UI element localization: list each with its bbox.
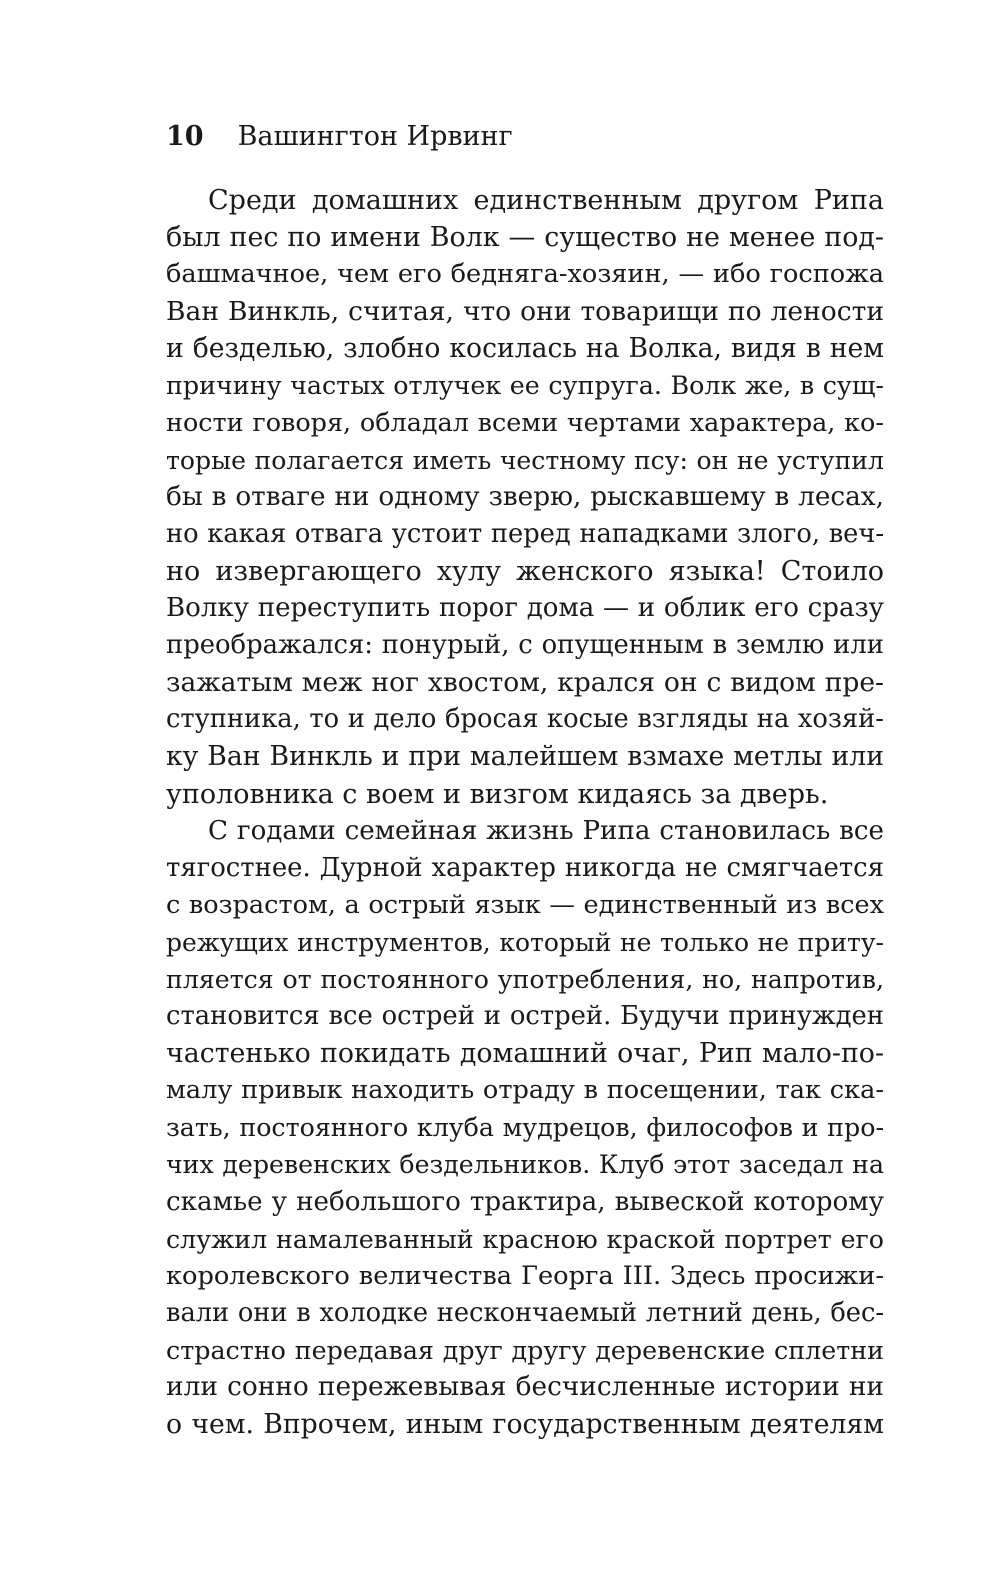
text-line: режущих инструментов, который не только не приту- [166,927,884,957]
body-text [166,182,884,1443]
text-line: с возрастом, а острый язык — единственный из всех [166,889,884,920]
text-line: ности говоря, обладал всеми чертами характера, ко- [166,407,884,438]
text-line: становится все острей и острей. Будучи принужден [166,1001,884,1032]
text-line: или сонно пережевывая бесчисленные истории ни [166,1372,884,1402]
text-line: Среди домашних единственным другом Рипа [208,185,884,216]
text-line: башмачное, чем его бедняга-хозяин, — ибо госпожа [166,259,884,290]
text-line: ступника, то и дело бросая косые взгляды на хозяй- [166,704,884,735]
paragraph-2 [166,813,884,1444]
text-line: но извергающего хулу женского языка! Стоило [166,555,884,587]
text-line: служил намалеванный красною краской портрет его [166,1224,884,1254]
text-line: королевского величества Георга III. Здесь просижи- [166,1260,884,1291]
text-line: чих деревенских бездельников. Клуб этот заседал на [166,1150,884,1180]
text-line: уполовника с воем и визгом кидаясь за дверь. [166,778,829,810]
text-line: бы в отваге ни одному зверю, рыскавшему в лесах, [166,481,884,512]
running-title: Вашингтон Ирвинг [237,121,513,152]
text-line: преображался: понурый, с опущенным в землю или [166,630,884,661]
text-line: страстно передавая друг другу деревенские сплетни [166,1334,884,1365]
text-line: зажатым меж ног хвостом, крался он с видом пре- [166,667,884,699]
text-line: скамье у небольшого трактира, вывеской которому [166,1186,884,1217]
text-line: но какая отвага устоит перед нападками злого, веч- [166,518,884,549]
text-line: о чем. Впрочем, иным государственным деятелям [166,1409,884,1441]
text-line: был пес по имени Волк — существо не менее под- [166,222,884,254]
text-line: причину частых отлучек ее супруга. Волк же, в сущ- [166,370,884,401]
text-line: и безделью, злобно косилась на Волка, видя в нем [166,333,884,365]
text-line: Ван Винкль, считая, что они товарищи по лености [166,296,884,328]
paragraph-1 [166,182,884,813]
text-line: ку Ван Винкль и при малейшем взмахе метлы или [166,741,884,773]
running-head [166,117,513,157]
text-line: зать, постоянного клуба мудрецов, философов и про- [166,1113,884,1143]
page-number: 10 [166,121,204,152]
text-line: Волку переступить порог дома — и облик его сразу [166,593,884,624]
text-line: С годами семейная жизнь Рипа становилась все [208,815,884,846]
text-line: тягостнее. Дурной характер никогда не смягчается [166,852,884,883]
text-line: торые полагается иметь честному псу: он не уступил [166,445,884,475]
text-line: пляется от постоянного употребления, но, напротив, [166,964,884,994]
text-line: вали они в холодке нескончаемый летний день, бес- [166,1297,884,1328]
text-line: частенько покидать домашний очаг, Рип мало-по- [166,1038,884,1070]
text-line: малу привык находить отраду в посещении, так ска- [166,1075,884,1106]
